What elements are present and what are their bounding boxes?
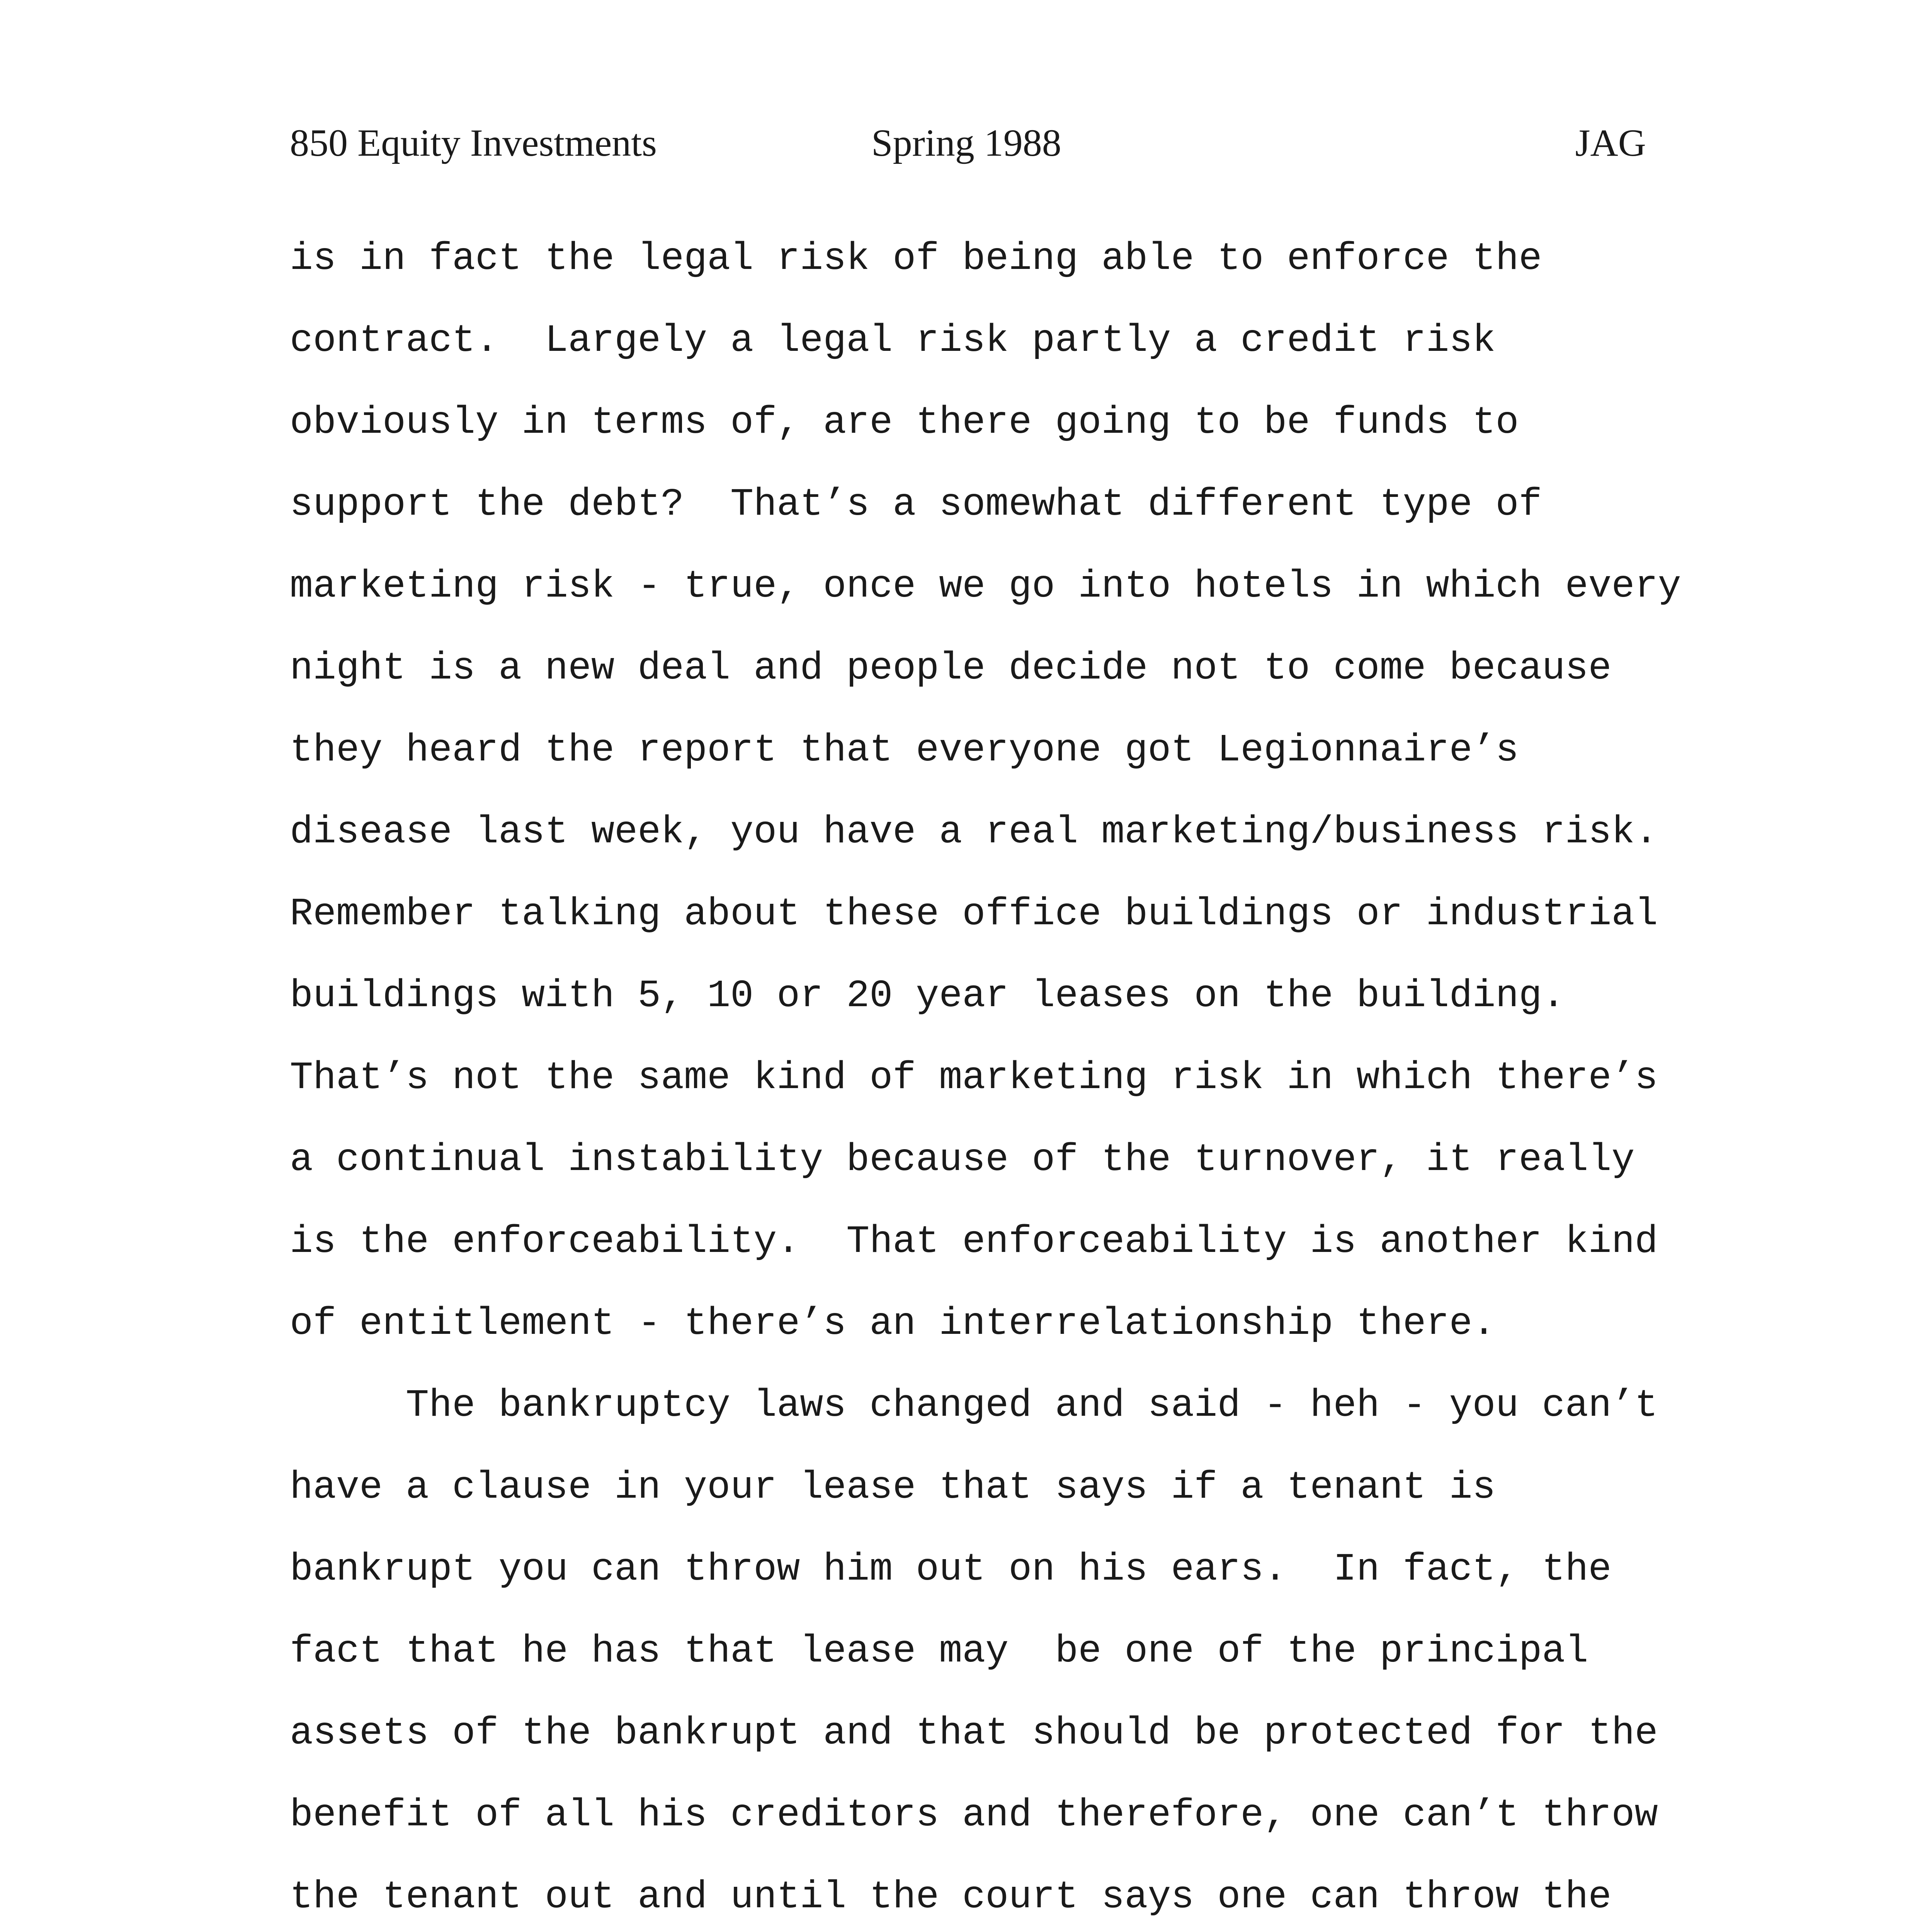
text-line: contract. Largely a legal risk partly a credit risk [290, 319, 1496, 363]
text-line: obviously in terms of, are there going to be funds to [290, 401, 1519, 445]
text-line: support the debt? That’s a somewhat different type of [290, 483, 1542, 527]
text-line: of entitlement - there’s an interrelationship there. [290, 1302, 1496, 1346]
header-course-title: 850 Equity Investments [290, 121, 657, 164]
text-line: assets of the bankrupt and that should be protected for the [290, 1712, 1658, 1755]
text-line: marketing risk - true, once we go into hotels in which every [290, 565, 1681, 609]
transcript-body [290, 218, 1719, 1932]
text-line: bankrupt you can throw him out on his ears. In fact, the [290, 1548, 1612, 1592]
text-line: night is a new deal and people decide not to come because [290, 647, 1612, 690]
text-line: have a clause in your lease that says if a tenant is [290, 1466, 1496, 1510]
text-line: a continual instability because of the turnover, it really [290, 1138, 1635, 1182]
text-line: benefit of all his creditors and therefore, one can’t throw [290, 1794, 1658, 1837]
text-line: That’s not the same kind of marketing risk in which there’s [290, 1056, 1658, 1100]
text-line: is in fact the legal risk of being able to enforce the [290, 237, 1542, 281]
text-line: disease last week, you have a real marketing/business risk. [290, 811, 1658, 854]
header-author-initials: JAG [1575, 121, 1646, 164]
text-line: The bankruptcy laws changed and said - heh - you can’t [290, 1384, 1658, 1428]
text-line: fact that he has that lease may be one of the principal [290, 1630, 1588, 1673]
text-line: is the enforceability. That enforceability is another kind [290, 1220, 1658, 1264]
header-term: Spring 1988 [871, 121, 1061, 164]
text-line: buildings with 5, 10 or 20 year leases on the building. [290, 975, 1565, 1018]
page-header [290, 116, 1646, 170]
text-line: Remember talking about these office buildings or industrial [290, 893, 1658, 936]
text-line: the tenant out and until the court says one can throw the [290, 1876, 1612, 1919]
text-line: they heard the report that everyone got Legionnaire’s [290, 729, 1519, 772]
